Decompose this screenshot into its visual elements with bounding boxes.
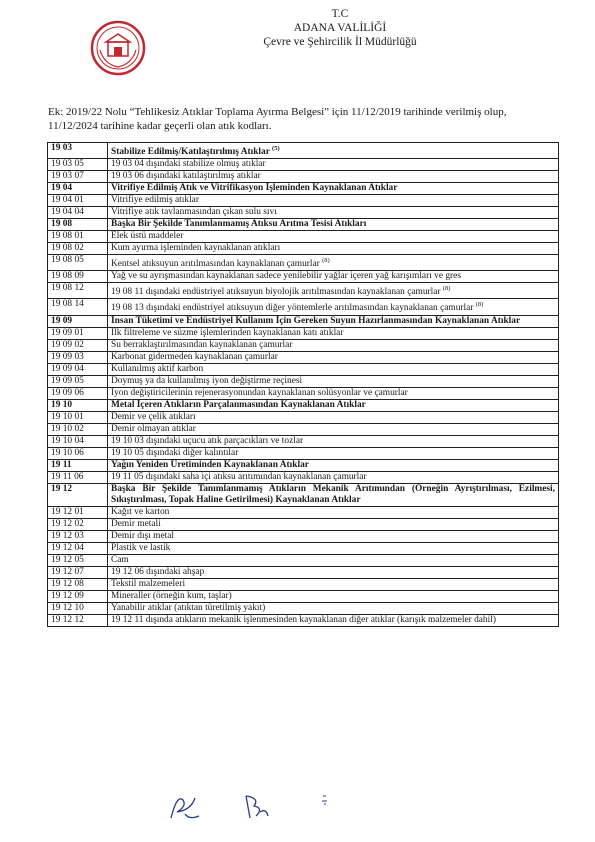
- waste-code-cell: 19 12 09: [48, 590, 108, 602]
- table-row: [48, 447, 559, 459]
- waste-description: 19 12 06 dışındaki ahşap: [111, 566, 205, 577]
- header-line-governorship: ADANA VALİLİĞİ: [293, 22, 387, 34]
- waste-description: Demir ve çelik atıkları: [111, 411, 196, 422]
- waste-code-cell: 19 12 10: [48, 602, 108, 614]
- waste-code-cell: 19 12 05: [48, 554, 108, 566]
- waste-description-cell: [108, 339, 559, 351]
- waste-description-cell: [108, 423, 559, 435]
- waste-code-cell: 19 09 03: [48, 351, 108, 363]
- waste-code-cell: 19 10 01: [48, 411, 108, 423]
- waste-description: Elek üstü maddeler: [111, 231, 184, 242]
- waste-description-cell: [108, 315, 559, 327]
- waste-description: 19 08 13 dışındaki endüstriyel atıksuyun diğer yöntemlerle arıtılmasından kaynaklanan çamurlar: [111, 303, 474, 314]
- table-row: [48, 542, 559, 554]
- waste-code-cell: 19 04 04: [48, 207, 108, 219]
- table-row: [48, 375, 559, 387]
- waste-description-cell: [108, 231, 559, 243]
- waste-code-cell: 19 11 06: [48, 471, 108, 483]
- waste-code-cell: 19 08 09: [48, 271, 108, 283]
- waste-description: İlk filtreleme ve süzme işlemlerinden kaynaklanan katı atıklar: [111, 327, 344, 338]
- table-group-row: [48, 315, 559, 327]
- waste-description: İnsan Tüketimi ve Endüstriyel Kullanım İçin Gereken Suyun Hazırlanmasından Kaynaklanan Atıklar: [111, 315, 521, 326]
- waste-description: Yağın Yeniden Üretiminden Kaynaklanan Atıklar: [111, 459, 309, 470]
- table-row: [48, 411, 559, 423]
- table-row: [48, 471, 559, 483]
- waste-description-cell: [108, 459, 559, 471]
- waste-description: Doymuş ya da kullanılmış iyon değiştirme reçinesi: [111, 375, 303, 386]
- waste-code-table: [47, 142, 559, 627]
- intro-paragraph: [48, 105, 568, 133]
- waste-description: Kum ayırma işleminden kaynaklanan atıkları: [111, 243, 281, 254]
- table-row: [48, 339, 559, 351]
- waste-description-cell: [108, 195, 559, 207]
- table-row: [48, 554, 559, 566]
- signature-1: [165, 790, 205, 824]
- waste-description-cell: [108, 299, 559, 315]
- waste-code-cell: 19 04 01: [48, 195, 108, 207]
- waste-code-cell: 19 08 01: [48, 231, 108, 243]
- waste-code-cell: 19 12 08: [48, 578, 108, 590]
- table-row: [48, 283, 559, 299]
- waste-code-cell: 19 09 04: [48, 363, 108, 375]
- waste-description: Yağ ve su ayrışmasından kaynaklanan sadece yenilebilir yağlar içeren yağ karışımları ve gres: [111, 271, 461, 282]
- waste-description-cell: [108, 602, 559, 614]
- waste-code-cell: 19 09 06: [48, 387, 108, 399]
- table-group-row: [48, 459, 559, 471]
- waste-code-cell: 19 10 06: [48, 447, 108, 459]
- table-row: [48, 435, 559, 447]
- waste-description-cell: [108, 447, 559, 459]
- waste-description-cell: [108, 578, 559, 590]
- table-row: [48, 327, 559, 339]
- waste-description-cell: [108, 283, 559, 299]
- waste-code-cell: 19 12 04: [48, 542, 108, 554]
- table-group-row: [48, 219, 559, 231]
- waste-description-cell: [108, 411, 559, 423]
- waste-code-cell: 19 10: [48, 399, 108, 411]
- header-line-directorate: Çevre ve Şehircilik İl Müdürlüğü: [263, 36, 417, 48]
- ministry-logo: [90, 20, 146, 76]
- waste-description: Vitrifiye edilmiş atıklar: [111, 195, 199, 206]
- waste-description-cell: [108, 554, 559, 566]
- table-row: [48, 578, 559, 590]
- table-row: [48, 255, 559, 271]
- waste-description: 19 10 03 dışındaki uçucu atık parçacıkları ve tozlar: [111, 435, 304, 446]
- waste-code-cell: 19 08: [48, 219, 108, 231]
- waste-description-cell: [108, 143, 559, 159]
- waste-description: Mineraller (örneğin kum, taşlar): [111, 590, 232, 601]
- waste-description-cell: [108, 506, 559, 518]
- waste-description: Tekstil malzemeleri: [111, 578, 186, 589]
- table-row: [48, 530, 559, 542]
- table-row: [48, 231, 559, 243]
- table-row: [48, 566, 559, 578]
- waste-description: Başka Bir Şekilde Tanımlanmamış Atıkların Mekanik Arıtımından (Örneğin Ayrıştırılması, Ezilmesi, Sıkıştırılması, Topak Haline Getirilmesi) Kaynaklanan Atıklar: [111, 483, 555, 505]
- waste-description: Kağıt ve karton: [111, 506, 170, 517]
- waste-description-cell: [108, 518, 559, 530]
- waste-code-cell: 19 08 12: [48, 283, 108, 299]
- footnote-marker: (8): [322, 257, 330, 265]
- waste-description-cell: [108, 159, 559, 171]
- waste-code-cell: 19 08 05: [48, 255, 108, 271]
- waste-code-cell: 19 12: [48, 483, 108, 506]
- table-row: [48, 363, 559, 375]
- waste-description: Demir metali: [111, 518, 161, 529]
- waste-code-cell: 19 03: [48, 143, 108, 159]
- waste-code-cell: 19 12 02: [48, 518, 108, 530]
- table-group-row: [48, 143, 559, 159]
- waste-description: Stabilize Edilmiş/Katılaştırılmış Atıklar: [111, 147, 270, 158]
- waste-description-cell: [108, 471, 559, 483]
- waste-code-cell: 19 04: [48, 183, 108, 195]
- waste-code-cell: 19 12 07: [48, 566, 108, 578]
- table-row: [48, 506, 559, 518]
- waste-description: İyon değiştiricilerinin rejenerasyonundan kaynaklanan solüsyonlar ve çamurlar: [111, 387, 408, 398]
- waste-description: Plastik ve lastik: [111, 542, 171, 553]
- header-line-tc: T.C: [331, 8, 349, 20]
- table-group-row: [48, 399, 559, 411]
- table-row: [48, 299, 559, 315]
- waste-code-cell: 19 08 02: [48, 243, 108, 255]
- table-row: [48, 602, 559, 614]
- waste-description-cell: [108, 327, 559, 339]
- waste-description: Cam: [111, 554, 129, 565]
- table-row: [48, 351, 559, 363]
- table-row: [48, 159, 559, 171]
- waste-description: 19 03 06 dışındaki katılaştırılmış atıklar: [111, 171, 261, 182]
- table-row: [48, 387, 559, 399]
- waste-code-cell: 19 09: [48, 315, 108, 327]
- waste-description-cell: [108, 483, 559, 506]
- waste-code-cell: 19 10 02: [48, 423, 108, 435]
- table-row: [48, 614, 559, 626]
- waste-description-cell: [108, 183, 559, 195]
- waste-description-cell: [108, 255, 559, 271]
- signature-mark: [320, 793, 330, 807]
- waste-description-cell: [108, 375, 559, 387]
- waste-description: Metal İçeren Atıkların Parçalanmasından Kaynaklanan Atıklar: [111, 399, 366, 410]
- waste-code-cell: 19 12 12: [48, 614, 108, 626]
- waste-code-cell: 19 12 01: [48, 506, 108, 518]
- waste-description-cell: [108, 387, 559, 399]
- waste-description-cell: [108, 542, 559, 554]
- table-row: [48, 171, 559, 183]
- waste-description-cell: [108, 363, 559, 375]
- waste-description-cell: [108, 243, 559, 255]
- waste-description-cell: [108, 590, 559, 602]
- waste-code-cell: 19 10 04: [48, 435, 108, 447]
- footnote-marker: (8): [442, 285, 451, 293]
- waste-description-cell: [108, 219, 559, 231]
- footnote-marker: (5): [272, 145, 280, 152]
- waste-description-cell: [108, 399, 559, 411]
- footnote-marker: (8): [475, 301, 484, 309]
- signature-2: [240, 790, 272, 822]
- waste-code-cell: 19 09 01: [48, 327, 108, 339]
- waste-description: Başka Bir Şekilde Tanımlanmamış Atıksu Arıtma Tesisi Atıkları: [111, 219, 367, 230]
- waste-description: 19 11 05 dışındaki saha içi atıksu arıtımından kaynaklanan çamurlar: [111, 471, 367, 482]
- waste-description-cell: [108, 351, 559, 363]
- table-row: [48, 207, 559, 219]
- waste-description-cell: [108, 171, 559, 183]
- waste-description: Demir dışı metal: [111, 530, 175, 541]
- waste-description: Vitrifiye atık tavlanmasından çıkan sulu sıvı: [111, 207, 277, 218]
- waste-description-cell: [108, 566, 559, 578]
- waste-code-cell: 19 03 05: [48, 159, 108, 171]
- waste-code-cell: 19 09 02: [48, 339, 108, 351]
- table-row: [48, 518, 559, 530]
- table-group-row: [48, 183, 559, 195]
- waste-code-table-body: [48, 143, 559, 627]
- table-row: [48, 590, 559, 602]
- waste-description: 19 12 11 dışında atıkların mekanik işlenmesinden kaynaklanan diğer atıklar (karışık malzemeler dahil): [111, 614, 496, 625]
- waste-description-cell: [108, 530, 559, 542]
- waste-description-cell: [108, 435, 559, 447]
- waste-code-cell: 19 11: [48, 459, 108, 471]
- table-row: [48, 243, 559, 255]
- intro-line-1: Ek: 2019/22 Nolu “Tehlikesiz Atıklar Toplama Ayırma Belgesi” için 11/12/2019 tarihinde verilmiş olup,: [48, 106, 507, 118]
- table-row: [48, 271, 559, 283]
- waste-description: 19 03 04 dışındaki stabilize olmuş atıklar: [111, 159, 266, 170]
- intro-line-2: 11/12/2024 tarihine kadar geçerli olan atık kodları.: [48, 120, 272, 132]
- waste-description: Demir olmayan atıklar: [111, 423, 196, 434]
- waste-description-cell: [108, 614, 559, 626]
- waste-description-cell: [108, 271, 559, 283]
- waste-code-cell: 19 08 14: [48, 299, 108, 315]
- waste-description: Karbonat gidermeden kaynaklanan çamurlar: [111, 351, 278, 362]
- waste-description: Su berraklaştırılmasından kaynaklanan çamurlar: [111, 339, 293, 350]
- waste-code-cell: 19 03 07: [48, 171, 108, 183]
- table-group-row: [48, 483, 559, 506]
- waste-code-cell: 19 09 05: [48, 375, 108, 387]
- waste-description: Kullanılmış aktif karbon: [111, 363, 204, 374]
- table-row: [48, 195, 559, 207]
- waste-description: Vitrifiye Edilmiş Atık ve Vitrifikasyon İşleminden Kaynaklanan Atıklar: [111, 183, 398, 194]
- waste-description: 19 08 11 dışındaki endüstriyel atıksuyun biyolojik arıtılmasından kaynaklanan çamurlar: [111, 287, 441, 298]
- waste-description-cell: [108, 207, 559, 219]
- waste-description: 19 10 05 dışındaki diğer kalıntılar: [111, 447, 239, 458]
- waste-description: Kentsel atıksuyun arıtılmasından kaynaklanan çamurlar: [111, 259, 320, 270]
- waste-code-cell: 19 12 03: [48, 530, 108, 542]
- table-row: [48, 423, 559, 435]
- waste-description: Yanabilir atıklar (atıktan türetilmiş yakıt): [111, 602, 266, 613]
